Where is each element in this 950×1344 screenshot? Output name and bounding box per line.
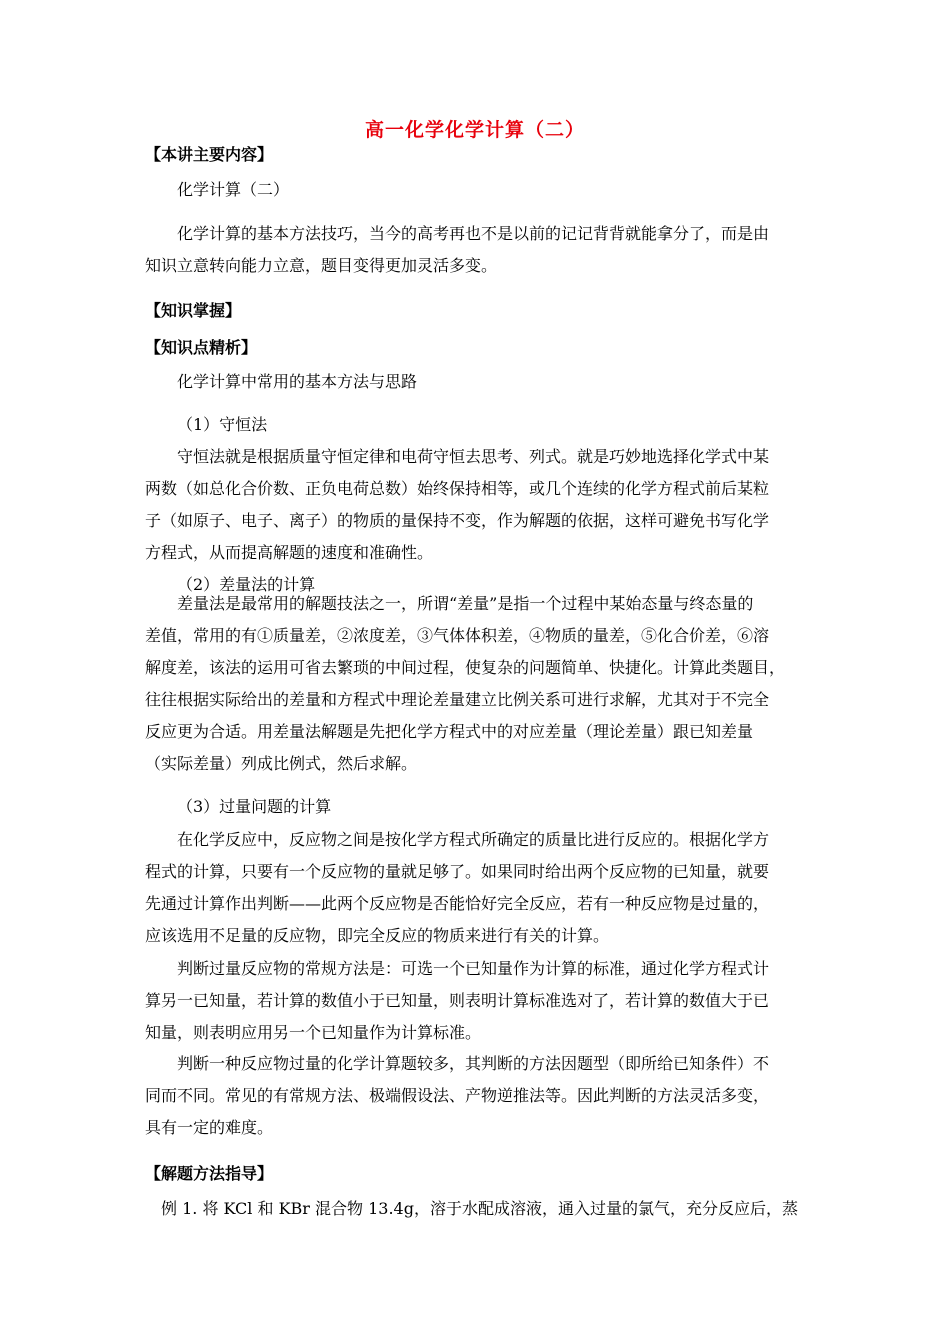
excess-line: 程式的计算，只要有一个反应物的量就足够了。如果同时给出两个反应物的已知量，就要	[145, 862, 770, 881]
conservation-line: 子（如原子、电子、离子）的物质的量保持不变，作为解题的依据，这样可避免书写化学	[145, 511, 770, 530]
intro-line: 化学计算的基本方法技巧，当今的高考再也不是以前的记记背背就能拿分了，而是由	[177, 224, 770, 243]
section-heading-main-content: 【本讲主要内容】	[145, 145, 274, 164]
excess-paragraph-2	[145, 953, 807, 1049]
subsection-heading-difference: （2）差量法的计算	[177, 575, 316, 594]
main-content-subtitle: 化学计算（二）	[177, 180, 290, 199]
section-heading-analysis: 【知识点精析】	[145, 338, 258, 357]
difference-line: 解度差，该法的运用可省去繁琐的中间过程，使复杂的问题简单、快捷化。计算此类题目，	[145, 658, 786, 677]
excess-line: 判断过量反应物的常规方法是：可选一个已知量作为计算的标准，通过化学方程式计	[177, 959, 770, 978]
subsection-heading-excess: （3）过量问题的计算	[177, 797, 332, 816]
difference-line: （实际差量）列成比例式，然后求解。	[145, 754, 418, 773]
excess-line: 先通过计算作出判断——此两个反应物是否能恰好完全反应，若有一种反应物是过量的，	[145, 894, 770, 913]
intro-line: 知识立意转向能力立意，题目变得更加灵活多变。	[145, 256, 498, 275]
excess-paragraph-3	[145, 1048, 807, 1144]
difference-line: 差值，常用的有①质量差，②浓度差，③气体体积差，④物质的量差，⑤化合价差，⑥溶	[145, 626, 770, 645]
excess-paragraph-1	[145, 824, 807, 952]
document-title: 高一化学化学计算（二）	[364, 119, 585, 141]
difference-line: 反应更为合适。用差量法解题是先把化学方程式中的对应差量（理论差量）跟已知差量	[145, 722, 754, 741]
section-heading-knowledge: 【知识掌握】	[145, 301, 242, 320]
excess-line: 应该选用不足量的反应物，即完全反应的物质来进行有关的计算。	[145, 926, 610, 945]
excess-line: 知量，则表明应用另一个已知量作为计算标准。	[145, 1023, 482, 1042]
conservation-line: 守恒法就是根据质量守恒定律和电荷守恒去思考、列式。就是巧妙地选择化学式中某	[177, 447, 770, 466]
conservation-line: 方程式，从而提高解题的速度和准确性。	[145, 543, 434, 562]
excess-line: 在化学反应中，反应物之间是按化学方程式所确定的质量比进行反应的。根据化学方	[177, 830, 770, 849]
analysis-subtitle: 化学计算中常用的基本方法与思路	[177, 372, 418, 391]
example-1-text: 例 1. 将 KCl 和 KBr 混合物 13.4g，溶于水配成溶液，通入过量的氯气，充分反应后，蒸	[161, 1199, 798, 1218]
difference-line: 往往根据实际给出的差量和方程式中理论差量建立比例关系可进行求解，尤其对于不完全	[145, 690, 770, 709]
excess-line: 判断一种反应物过量的化学计算题较多，其判断的方法因题型（即所给已知条件）不	[177, 1054, 770, 1073]
conservation-paragraph	[145, 441, 807, 569]
conservation-line: 两数（如总化合价数、正负电荷总数）始终保持相等，或几个连续的化学方程式前后某粒	[145, 479, 770, 498]
section-heading-method-guide: 【解题方法指导】	[145, 1164, 274, 1183]
excess-line: 具有一定的难度。	[145, 1118, 274, 1137]
subsection-heading-conservation: （1）守恒法	[177, 415, 268, 434]
difference-paragraph	[145, 588, 807, 780]
intro-paragraph	[145, 218, 807, 282]
difference-line: 差量法是最常用的解题技法之一，所谓“差量”是指一个过程中某始态量与终态量的	[177, 594, 754, 613]
excess-line: 算另一已知量，若计算的数值小于已知量，则表明计算标准选对了，若计算的数值大于已	[145, 991, 770, 1010]
excess-line: 同而不同。常见的有常规方法、极端假设法、产物逆推法等。因此判断的方法灵活多变，	[145, 1086, 770, 1105]
